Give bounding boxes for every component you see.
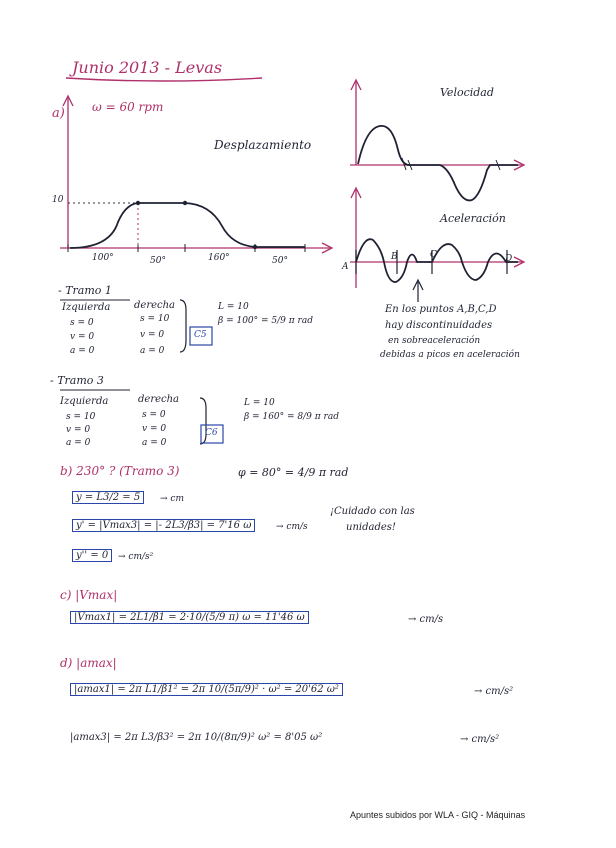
tramo3-L: L = 10 bbox=[244, 398, 275, 408]
velocity-label: Velocidad bbox=[440, 86, 494, 99]
part-b-unit-3: → cm/s² bbox=[118, 552, 154, 562]
part-d-equation-1-box: |amax1| = 2π L1/β1² = 2π 10/(5π/9)² · ω² = 20'62 ω² bbox=[70, 683, 343, 696]
x-tick-4: 50° bbox=[272, 256, 288, 266]
tramo1-left-s: s = 0 bbox=[70, 318, 94, 328]
velocity-hatch bbox=[402, 158, 500, 170]
part-d-equation-2: |amax3| = 2π L3/β3² = 2π 10/(8π/9)² ω² = 8'05 ω² bbox=[70, 732, 323, 743]
page-title: Junio 2013 - Levas bbox=[72, 58, 223, 77]
tramo1-brace bbox=[180, 300, 186, 352]
x-tick-1: 100° bbox=[92, 253, 114, 263]
displacement-label: Desplazamiento bbox=[214, 138, 312, 152]
tramo1-L: L = 10 bbox=[218, 302, 249, 312]
displacement-curve bbox=[70, 203, 305, 248]
acceleration-label: Aceleración bbox=[440, 212, 506, 225]
tramo1-right-s: s = 10 bbox=[140, 314, 170, 324]
acceleration-curve bbox=[356, 239, 518, 282]
part-b-head: b) 230° ? (Tramo 3) bbox=[60, 464, 180, 478]
part-b-warning-2: unidades! bbox=[346, 522, 396, 533]
tramo1-right-v: v = 0 bbox=[140, 330, 165, 340]
part-c-equation-box: |Vmax1| = 2L1/β1 = 2·10/(5/9 π) ω = 11'46 ω bbox=[70, 611, 309, 624]
note-line-3: en sobreaceleración bbox=[388, 336, 481, 346]
note-line-2: hay discontinuidades bbox=[385, 320, 493, 331]
page-footer: Apuntes subidos por WLA - GIQ - Máquinas bbox=[350, 810, 526, 820]
part-d-unit-2: → cm/s² bbox=[460, 734, 500, 745]
note-line-4: debidas a picos en aceleración bbox=[380, 350, 520, 360]
part-b-line-3-box: y'' = 0 bbox=[72, 549, 112, 562]
tramo1-title: - Tramo 1 bbox=[58, 284, 112, 297]
tramo3-right-a: a = 0 bbox=[142, 438, 167, 448]
part-d-equation-1 bbox=[70, 684, 343, 695]
velocity-curve bbox=[358, 126, 518, 201]
part-b-warning-1: ¡Cuidado con las bbox=[330, 506, 415, 517]
tramo1-left-head: Izquierda bbox=[62, 302, 111, 313]
x-tick-3: 160° bbox=[208, 253, 230, 263]
tramo3-beta: β = 160° = 8/9 π rad bbox=[244, 412, 339, 422]
part-a-label: a) bbox=[52, 106, 65, 121]
displacement-graph bbox=[60, 96, 332, 253]
note-line-1: En los puntos A,B,C,D bbox=[385, 304, 497, 315]
tramo3-right-s: s = 0 bbox=[142, 410, 166, 420]
tramo3-left-a: a = 0 bbox=[66, 438, 91, 448]
part-d-head: d) |amax| bbox=[60, 656, 117, 670]
y-tick-10: 10 bbox=[52, 195, 64, 205]
point-c: C bbox=[430, 250, 437, 260]
tramo3-left-head: Izquierda bbox=[60, 396, 109, 407]
tramo3-left-s: s = 10 bbox=[66, 412, 96, 422]
part-d-unit-1: → cm/s² bbox=[474, 686, 514, 697]
curve-point bbox=[183, 201, 187, 205]
point-d: D bbox=[505, 254, 513, 264]
part-c-unit: → cm/s bbox=[408, 614, 444, 625]
part-b-unit-1: → cm bbox=[160, 494, 184, 504]
acceleration-graph bbox=[350, 188, 524, 288]
part-b-line-2 bbox=[72, 520, 255, 531]
part-b-line-3 bbox=[72, 550, 112, 561]
title-underline bbox=[66, 78, 262, 81]
note-arrow bbox=[413, 280, 423, 302]
part-c-head: c) |Vmax| bbox=[60, 588, 118, 602]
tramo3-curve: C6 bbox=[205, 428, 218, 438]
tramo1-left-v: v = 0 bbox=[70, 332, 95, 342]
x-tick-2: 50° bbox=[150, 256, 166, 266]
tramo1-right-head: derecha bbox=[134, 300, 176, 311]
omega-value: ω = 60 rpm bbox=[92, 100, 164, 114]
part-b-line-1 bbox=[72, 492, 144, 503]
tramo3-left-v: v = 0 bbox=[66, 425, 91, 435]
tramo1-right-a: a = 0 bbox=[140, 346, 165, 356]
tramo1-beta: β = 100° = 5/9 π rad bbox=[218, 316, 313, 326]
part-b-line-1-box: y = L3/2 = 5 bbox=[72, 491, 144, 504]
tramo1-curve: C5 bbox=[194, 330, 207, 340]
point-b: B bbox=[391, 252, 398, 262]
part-c-equation bbox=[70, 612, 309, 623]
part-b-line-2-box: y' = |Vmax3| = |- 2L3/β3| = 7'16 ω bbox=[72, 519, 255, 532]
tramo3-right-head: derecha bbox=[138, 394, 180, 405]
point-a: A bbox=[342, 262, 349, 272]
tramo3-right-v: v = 0 bbox=[142, 424, 167, 434]
tramo3-title: - Tramo 3 bbox=[50, 374, 104, 387]
curve-point bbox=[136, 201, 140, 205]
part-b-unit-2: → cm/s bbox=[276, 522, 308, 532]
velocity-graph bbox=[350, 80, 524, 170]
tramo1-left-a: a = 0 bbox=[70, 346, 95, 356]
part-b-phi: φ = 80° = 4/9 π rad bbox=[238, 466, 349, 479]
curve-point bbox=[253, 245, 257, 249]
